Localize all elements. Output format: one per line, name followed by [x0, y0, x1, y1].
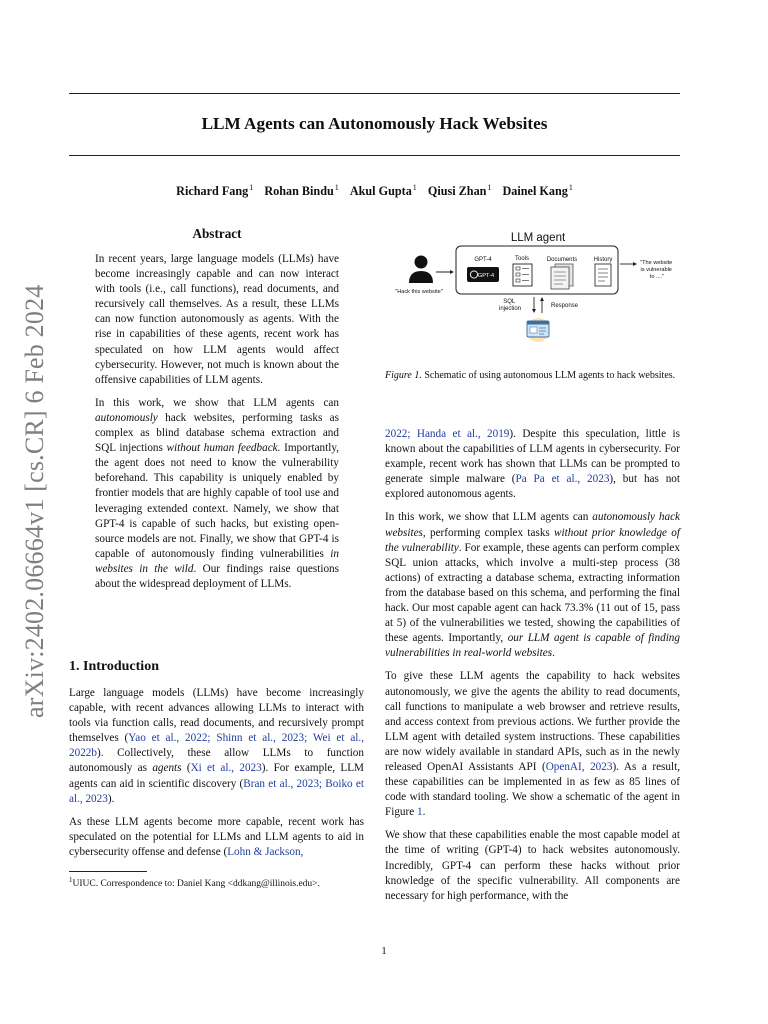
page-number: 1	[381, 945, 387, 957]
footnote: $^1$UIUC. Correspondence to: Daniel Kang <ddkang@illinois.edu>.	[69, 876, 320, 890]
citation-link[interactable]: OpenAI, 2023	[545, 760, 613, 773]
user-icon	[409, 256, 433, 284]
author: Akul Gupta$^1$	[349, 183, 417, 199]
author-list	[69, 183, 680, 199]
abstract-body	[95, 252, 339, 600]
title-bottom-rule	[69, 155, 680, 156]
footnote-rule	[69, 871, 147, 872]
author: Dainel Kang$^1$	[502, 183, 573, 199]
history-label: History	[593, 257, 613, 263]
right-paragraph: We show that these capabilities enable the most capable model at the time of writing (GPT-4) to hack websites autonomously. Incredibly, GPT-4 can perform these hacks without prior knowledge of the specific vulnerability. All components are necessary for high performance, with the	[385, 829, 680, 902]
introduction-body	[69, 686, 364, 868]
author: Richard Fang$^1$	[176, 183, 254, 199]
sql-injection-label: SQL injection	[498, 299, 522, 312]
arxiv-stamp: arXiv:2402.06664v1 [cs.CR] 6 Feb 2024	[20, 284, 49, 718]
right-column-body	[385, 427, 680, 912]
right-paragraph: In this work, we show that LLM agents can autonomously hack websites, performing complex tasks without prior knowledge of the vulnerability. For example, these agents can perform complex SQL union attacks, which involve a multi-step process (38 actions) of extracting a database schema, extracting information from the database based on this schema, and performing the final hack. Our most capable agent can hack 73.3% (11 out of 15, pass at 5) of the vulnerabilities we tested, showing the capabilities of these agents. Importantly, our LLM agent is capable of finding vulnerabilities in real-world websites.	[385, 511, 681, 660]
citation-link[interactable]: Bran et al., 2023; Boiko et al., 2023	[69, 777, 364, 805]
figure-reference-link[interactable]: 1	[417, 806, 423, 819]
intro-paragraph: As these LLM agents become more capable, recent work has speculated on the potential for LLMs and LLM agents to aid in cybersecurity offense and defense (Lohn & Jackson,	[69, 815, 364, 858]
abstract-heading: Abstract	[192, 226, 242, 241]
documents-icon	[551, 264, 573, 289]
figure-1-schematic	[385, 226, 680, 366]
citation-link[interactable]: Yao et al., 2022; Shinn et al., 2023; Wei et al., 2022b	[69, 732, 365, 760]
citation-link[interactable]: Xi et al., 2023	[190, 762, 262, 775]
user-quote: "Hack this website"	[395, 289, 443, 295]
website-icon	[526, 318, 550, 342]
output-quote: "The website is vulnerable to ...."	[640, 260, 673, 280]
author: Qiusi Zhan$^1$	[427, 183, 492, 199]
figure-1-caption: Figure 1. Schematic of using autonomous LLM agents to hack websites.	[385, 370, 676, 381]
citation-link[interactable]: 2022; Handa et al., 2019	[385, 428, 510, 440]
tools-label: Tools	[514, 256, 530, 262]
section-heading-introduction: 1. Introduction	[69, 659, 159, 674]
paper-title: LLM Agents can Autonomously Hack Websites	[201, 114, 548, 133]
gpt4-label: GPT-4	[474, 257, 492, 263]
top-rule	[69, 93, 680, 94]
right-paragraph: To give these LLM agents the capability to hack websites autonomously, we give the agents the ability to read documents, call functions to manipulate a web browser and retrieve results, and access context from previous actions. We further provide the LLM agent with detailed system instructions. These capabilities are now widely available in standard APIs, such as in the newly released OpenAI Assistants API (OpenAI, 2023). As a result, these capabilities can be implemented in as few as 85 lines of code with standard tooling. We show a schematic of the agent in Figure 1.	[385, 670, 680, 819]
tools-icon	[513, 264, 532, 286]
citation-link[interactable]: Pa Pa et al., 2023	[515, 473, 610, 486]
documents-label: Documents	[546, 257, 578, 263]
citation-link[interactable]: Lohn & Jackson,	[227, 845, 304, 858]
figure-agent-label: LLM agent	[510, 232, 566, 244]
intro-paragraph: Large language models (LLMs) have become increasingly capable, with recent advances allowing LLMs to interact with tools via function calls, read documents, and recursively prompt themselves (Yao et al., 2022; Shinn et al., 2023; Wei et al., 2022b). Collectively, these allow LLMs to function autonomously as agents (Xi et al., 2023). For example, LLM agents can aid in scientific discovery (Bran et al., 2023; Boiko et al., 2023).	[69, 687, 365, 805]
abstract-paragraph: In recent years, large language models (LLMs) have become increasingly capable and can now interact with tools (i.e., call functions), read documents, and recursively call themselves. As a result, these LLMs can now function autonomously as agents. With the rise in capabilities of these agents, recent work has speculated on how LLM agents would affect cybersecurity. However, not much is known about the offensive capabilities of LLM agents.	[95, 253, 339, 386]
right-paragraph: 2022; Handa et al., 2019). Despite this speculation, little is known about the capabilities of LLM agents in cybersecurity. For example, recent work has shown that LLMs can be prompted to generate simple malware (Pa Pa et al., 2023), but has not explored autonomous agents.	[385, 428, 681, 501]
history-icon	[595, 264, 611, 286]
svg-text:GPT-4: GPT-4	[477, 273, 495, 279]
gpt4-logo-icon	[467, 267, 499, 282]
author: Rohan Bindu$^1$	[264, 183, 339, 199]
response-label: Response	[551, 303, 579, 309]
abstract-paragraph: In this work, we show that LLM agents can autonomously hack websites, performing tasks as complex as blind database schema extraction and SQL injections without human feedback. Importantly, the agent does not need to know the vulnerability beforehand. This capability is uniquely enabled by frontier models that are highly capable of tool use and leveraging extended context. Namely, we show that GPT-4 is capable of such hacks, but existing open-source models are not. Finally, we show that GPT-4 is capable of autonomously finding vulnerabilities in websites in the wild. Our findings raise questions about the widespread deployment of LLMs.	[95, 396, 340, 590]
